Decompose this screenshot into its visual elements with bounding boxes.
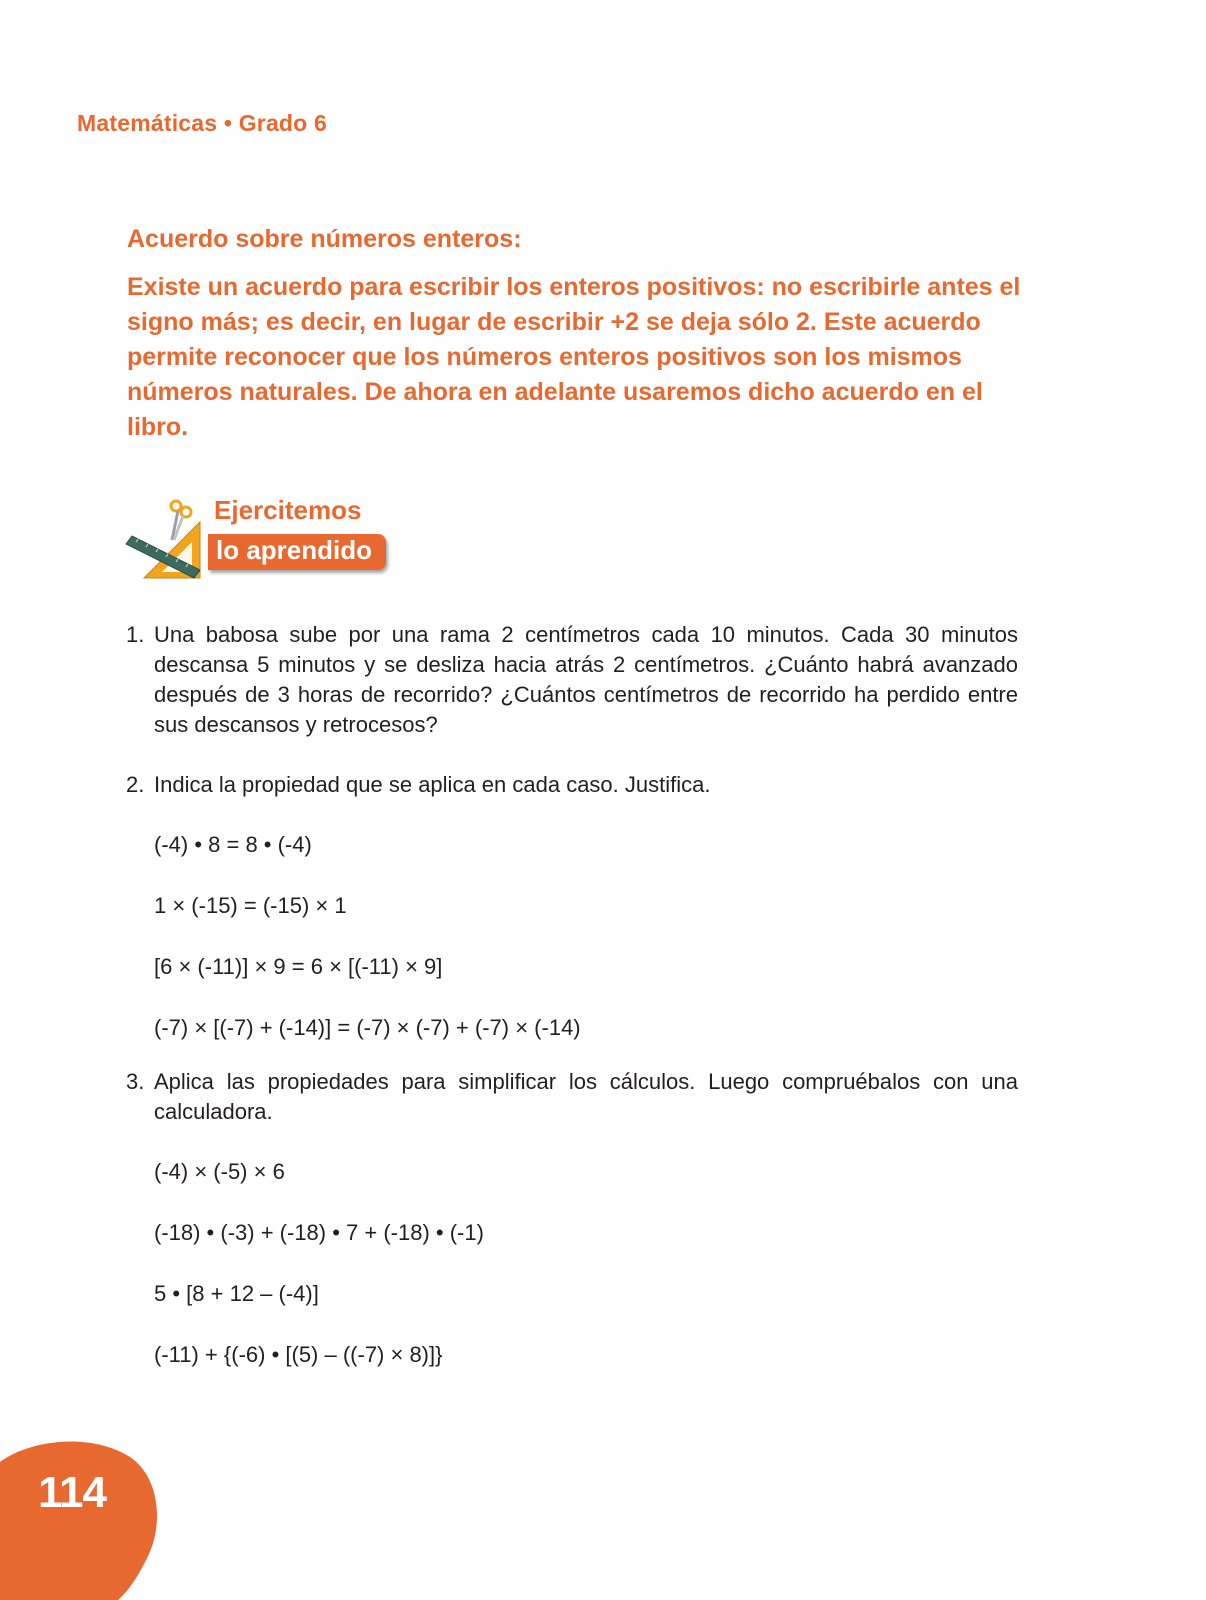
expression-list bbox=[154, 1157, 1018, 1370]
exercise-text: Una babosa sube por una rama 2 centímetros cada 10 minutos. Cada 30 minutos descansa 5 minutos y se desliza hacia atrás 2 centímetros. ¿Cuánto habrá avanzado después de 3 horas de recorrido? ¿Cuántos centímetros de recorrido ha perdido entre sus descansos y retrocesos? bbox=[154, 622, 1018, 737]
agreement-body: Existe un acuerdo para escribir los enteros positivos: no escribirle antes el signo más; es decir, en lugar de escribir +2 se deja sólo 2. Este acuerdo permite reconocer que los números enteros positivos son los mismos números naturales. De ahora en adelante usaremos dicho acuerdo en el libro. bbox=[127, 273, 1021, 441]
expression: (-4) × (-5) × 6 bbox=[154, 1159, 285, 1184]
exercise-3 bbox=[126, 1067, 1018, 1370]
ruler-scissors-icon bbox=[122, 492, 217, 582]
agreement-title: Acuerdo sobre números enteros: bbox=[127, 225, 522, 253]
exercise-text: Indica la propiedad que se aplica en cada caso. Justifica. bbox=[154, 772, 711, 797]
expression: (-11) + {(-6) • [(5) – ((-7) × 8)]} bbox=[154, 1342, 443, 1367]
expression-list bbox=[154, 830, 1018, 1043]
exercise-2 bbox=[126, 770, 1018, 1043]
expression: 5 • [8 + 12 – (-4)] bbox=[154, 1281, 319, 1306]
exercise-list bbox=[126, 620, 1018, 1370]
exercise-number: 2. bbox=[126, 772, 145, 797]
expression: (-4) • 8 = 8 • (-4) bbox=[154, 832, 312, 857]
exercise-text: Aplica las propiedades para simplificar los cálculos. Luego compruébalos con una calculadora. bbox=[154, 1069, 1018, 1124]
expression: [6 × (-11)] × 9 = 6 × [(-11) × 9] bbox=[154, 954, 443, 979]
section-banner bbox=[122, 492, 412, 582]
expression: (-18) • (-3) + (-18) • 7 + (-18) • (-1) bbox=[154, 1220, 484, 1245]
section-title-line1: Ejercitemos bbox=[214, 495, 362, 525]
expression: (-7) × [(-7) + (-14)] = (-7) × (-7) + (-7) × (-14) bbox=[154, 1015, 581, 1040]
exercise-number: 3. bbox=[126, 1069, 145, 1094]
agreement-box bbox=[127, 225, 1027, 445]
section-title-line2: lo aprendido bbox=[208, 534, 386, 570]
expression: 1 × (-15) = (-15) × 1 bbox=[154, 893, 347, 918]
exercise-number: 1. bbox=[126, 622, 145, 647]
exercise-1 bbox=[126, 620, 1018, 740]
running-header: Matemáticas • Grado 6 bbox=[77, 110, 328, 136]
page-number: 114 bbox=[38, 1468, 106, 1517]
